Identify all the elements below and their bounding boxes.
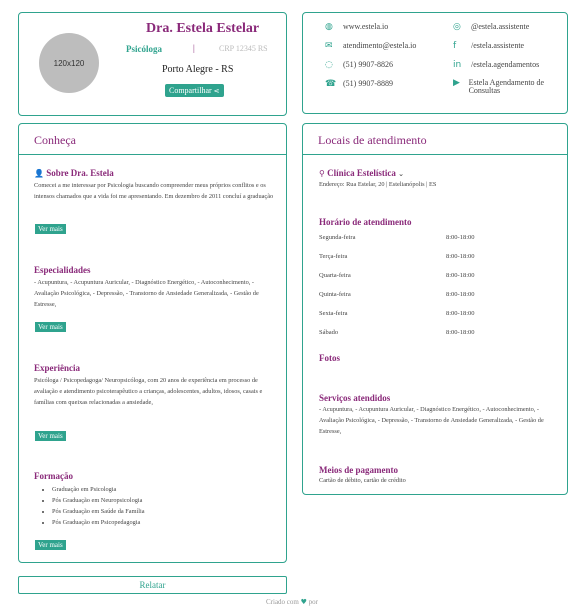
map-pin-icon: ⚲ (319, 169, 325, 178)
schedule-day: Terça-feira (319, 253, 348, 260)
schedule-day: Sexta-feira (319, 310, 348, 317)
share-button[interactable] (165, 84, 224, 97)
schedule-day: Quarta-feira (319, 272, 351, 279)
chevron-down-icon: ⌄ (398, 170, 404, 178)
share-label: Compartilhar (169, 86, 212, 95)
facebook-text: /estela.assistente (471, 41, 525, 50)
profile-name: Dra. Estela Estelar (146, 21, 260, 36)
formation-list (46, 484, 145, 528)
envelope-icon: ✉ (325, 41, 333, 51)
schedule-row (319, 310, 479, 317)
schedule-hours: 8:00-18:00 (446, 234, 475, 241)
linkedin-text: /estela.agendamentos (471, 60, 540, 69)
experience-see-more-button[interactable]: Ver mais (35, 431, 66, 441)
profession: Psicóloga (126, 44, 162, 54)
about-title-text: Sobre Dra. Estela (46, 168, 114, 178)
schedule-title: Horário de atendimento (319, 217, 412, 227)
formation-see-more-button[interactable]: Ver mais (35, 540, 66, 550)
payment-title: Meios de pagamento (319, 465, 398, 475)
list-item: • Pós Graduação em Saúde da Família (52, 506, 145, 517)
clinic-name: Clínica Estelística (327, 168, 396, 178)
experience-text: Psicóloga / Psicopedagoga/ Neuropsicóloga, com 20 anos de experiência em processo de avaliação e atendimento psicoterapêutico a crianças, adolescentes, adultos, idosos, casais e famílias com queixas relacionadas a ansiedade, (34, 377, 263, 406)
list-item: • Pós Graduação em Psicopedagogia (52, 517, 145, 528)
email-link[interactable] (325, 41, 416, 51)
instagram-text: @estela.assistente (471, 22, 530, 31)
conheca-card (18, 123, 287, 563)
schedule-hours: 8:00-18:00 (446, 272, 475, 279)
whatsapp-icon: ◌ (325, 60, 333, 70)
email-text: atendimento@estela.io (343, 41, 417, 50)
city: Porto Alegre - RS (162, 64, 234, 75)
list-item: • Graduação em Psicologia (52, 484, 145, 495)
youtube-text: Estela Agendamento de Consultas (468, 78, 545, 95)
profile-card (18, 12, 287, 116)
phone-text: (51) 9907-8889 (343, 79, 393, 88)
footer-prefix: Criado com (266, 598, 299, 606)
instagram-icon: ◎ (453, 22, 461, 32)
facebook-icon: f (453, 41, 457, 51)
clinic-address: Endereço: Rua Estelar, 20 | Estelianópolis | ES (319, 181, 437, 188)
globe-icon: ◍ (325, 22, 333, 32)
website-link[interactable] (325, 22, 388, 32)
phone-icon: ☎ (325, 79, 337, 89)
services-title: Serviços atendidos (319, 393, 391, 403)
schedule-day: Quinta-feira (319, 291, 351, 298)
contacts-card (302, 12, 568, 114)
schedule-hours: 8:00-18:00 (446, 253, 475, 260)
footer (266, 598, 318, 606)
website-text: www.estela.io (343, 22, 389, 31)
avatar-placeholder-text: 120x120 (53, 58, 85, 68)
experience-title: Experiência (34, 363, 80, 373)
list-item: • Pós Graduação em Neuropsicologia (52, 495, 145, 506)
instagram-link[interactable] (453, 22, 529, 32)
payment-text: Cartão de débito, cartão de crédito (319, 477, 406, 484)
locais-title: Locais de atendimento (303, 124, 567, 155)
whatsapp-link[interactable] (325, 60, 393, 70)
schedule-row (319, 234, 479, 241)
about-text: Comecei a me interessar por Psicologia buscando compreender meus próprios conflitos e os intensos chamados que a vida foi me apresentando. Em dezembro de 2011 concluí a graduação (34, 182, 274, 200)
linkedin-link[interactable] (453, 60, 539, 70)
clinic-selector[interactable] (319, 168, 404, 178)
facebook-link[interactable] (453, 41, 524, 51)
separator: | (193, 43, 195, 53)
phone-link[interactable] (325, 79, 393, 89)
schedule-row (319, 329, 479, 336)
whatsapp-text: (51) 9907-8826 (343, 60, 393, 69)
schedule-hours: 8:00-18:00 (446, 310, 475, 317)
crp-number: CRP 12345 RS (219, 44, 268, 53)
formation-title: Formação (34, 471, 73, 481)
report-button[interactable]: Relatar (18, 576, 287, 594)
locais-card (302, 123, 568, 495)
avatar (39, 33, 99, 93)
specialties-title: Especialidades (34, 265, 91, 275)
youtube-link[interactable] (453, 79, 563, 95)
schedule-hours: 8:00-18:00 (446, 291, 475, 298)
about-see-more-button[interactable]: Ver mais (35, 224, 66, 234)
heart-icon: ♥ (300, 598, 307, 606)
specialties-text: - Acupuntura, - Acupuntura Auricular, - Diagnóstico Energético, - Autoconhecimento, - Avaliação Psicológica, - Depressão, - Transtorno de Ansiedade Generalizada, - Gestão de Estresse, (34, 279, 259, 308)
specialties-see-more-button[interactable]: Ver mais (35, 322, 66, 332)
youtube-icon: ▶ (453, 78, 460, 88)
linkedin-icon: in (453, 60, 462, 70)
schedule-row (319, 253, 479, 260)
about-title (34, 168, 114, 178)
services-text: - Acupuntura, - Acupuntura Auricular, - Diagnóstico Energético, - Autoconhecimento, - Avaliação Psicológica, - Depressão, - Transtorno de Ansiedade Generalizada, - Gestão de Estresse, (319, 406, 544, 435)
schedule-row (319, 291, 479, 298)
photos-title: Fotos (319, 353, 340, 363)
schedule-row (319, 272, 479, 279)
conheca-title: Conheça (19, 124, 286, 155)
share-icon: ⋖ (213, 87, 220, 95)
schedule-day: Sábado (319, 329, 339, 336)
schedule-hours: 8:00-18:00 (446, 329, 475, 336)
footer-suffix: por (308, 598, 318, 606)
schedule-day: Segunda-feira (319, 234, 356, 241)
user-icon: 👤 (34, 169, 44, 178)
